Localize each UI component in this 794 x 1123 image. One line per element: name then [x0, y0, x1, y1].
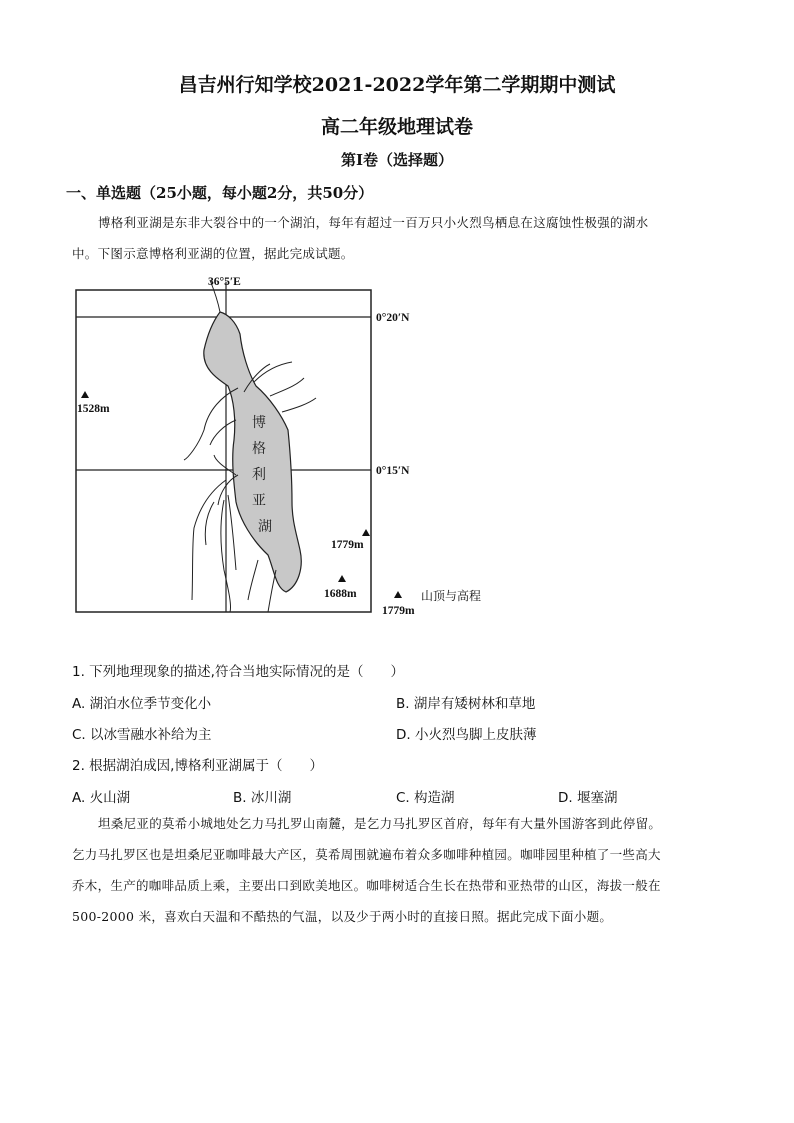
lake-name-char-3: 利	[252, 467, 266, 483]
latitude-label-mid: 0°15′N	[376, 465, 410, 477]
lake-location-map	[0, 270, 794, 620]
exam-title: 昌吉州行知学校2021-2022学年第二学期期中测试	[178, 74, 616, 96]
volume-heading: 第I卷（选择题）	[340, 151, 454, 169]
passage-1-line-1: 博格利亚湖是东非大裂谷中的一个湖泊，每年有超过一百万只小火烈鸟栖息在这腐蚀性极强的湖水	[98, 215, 649, 230]
peak-label-1528: 1528m	[77, 403, 110, 415]
legend-label: 山顶与高程	[421, 589, 482, 603]
passage-2	[72, 808, 732, 932]
passage-2-line-1: 坦桑尼亚的莫希小城地处乞力马扎罗山南麓，是乞力马扎罗区首府，每年有大量外国游客到此停留。	[98, 816, 662, 831]
exam-subtitle: 高二年级地理试卷	[320, 116, 473, 138]
question-2-stem: 2. 根据湖泊成因,博格利亚湖属于（ ）	[72, 758, 323, 774]
passage-1	[72, 207, 732, 269]
latitude-label-top: 0°20′N	[376, 312, 410, 324]
lake-name-char-2: 格	[252, 441, 266, 457]
longitude-label: 36°5′E	[208, 276, 241, 288]
passage-2-line-3: 乔木，生产的咖啡品质上乘，主要出口到欧美地区。咖啡树适合生长在热带和亚热带的山区，海拔一般在	[72, 878, 661, 893]
legend-peak-icon	[394, 591, 402, 598]
question-2-option-c[interactable]: C. 构造湖	[396, 790, 455, 806]
question-1-option-b[interactable]: B. 湖岸有矮树林和草地	[396, 696, 536, 712]
peak-icon	[362, 529, 370, 536]
lake-name-char-1: 博	[252, 415, 266, 431]
question-2-option-d[interactable]: D. 堰塞湖	[558, 790, 618, 806]
question-1-option-d[interactable]: D. 小火烈鸟脚上皮肤薄	[396, 727, 537, 743]
question-2-option-a[interactable]: A. 火山湖	[72, 790, 131, 806]
lake-name-char-4: 亚	[252, 493, 266, 509]
question-1-stem: 1. 下列地理现象的描述,符合当地实际情况的是（ ）	[72, 664, 404, 680]
section-heading: 一、单选题（25小题，每小题2分，共50分）	[66, 184, 374, 202]
peak-icon	[338, 575, 346, 582]
lake-name-char-5: 湖	[258, 519, 272, 535]
passage-1-line-2: 中。下图示意博格利亚湖的位置，据此完成试题。	[72, 246, 354, 261]
peak-label-1779: 1779m	[331, 539, 364, 551]
question-2-option-b[interactable]: B. 冰川湖	[233, 790, 292, 806]
passage-2-line-4: 500-2000 米，喜欢白天温和不酷热的气温，以及少于两小时的直接日照。据此完成下面小题。	[72, 909, 613, 924]
legend-elevation: 1779m	[382, 605, 415, 617]
peak-icon	[81, 391, 89, 398]
passage-2-line-2: 乞力马扎罗区也是坦桑尼亚咖啡最大产区，莫希周围就遍布着众多咖啡种植园。咖啡园里种植了一些高大	[72, 847, 661, 862]
peak-label-1688: 1688m	[324, 588, 357, 600]
question-1-option-a[interactable]: A. 湖泊水位季节变化小	[72, 696, 212, 712]
question-1-option-c[interactable]: C. 以冰雪融水补给为主	[72, 727, 212, 743]
